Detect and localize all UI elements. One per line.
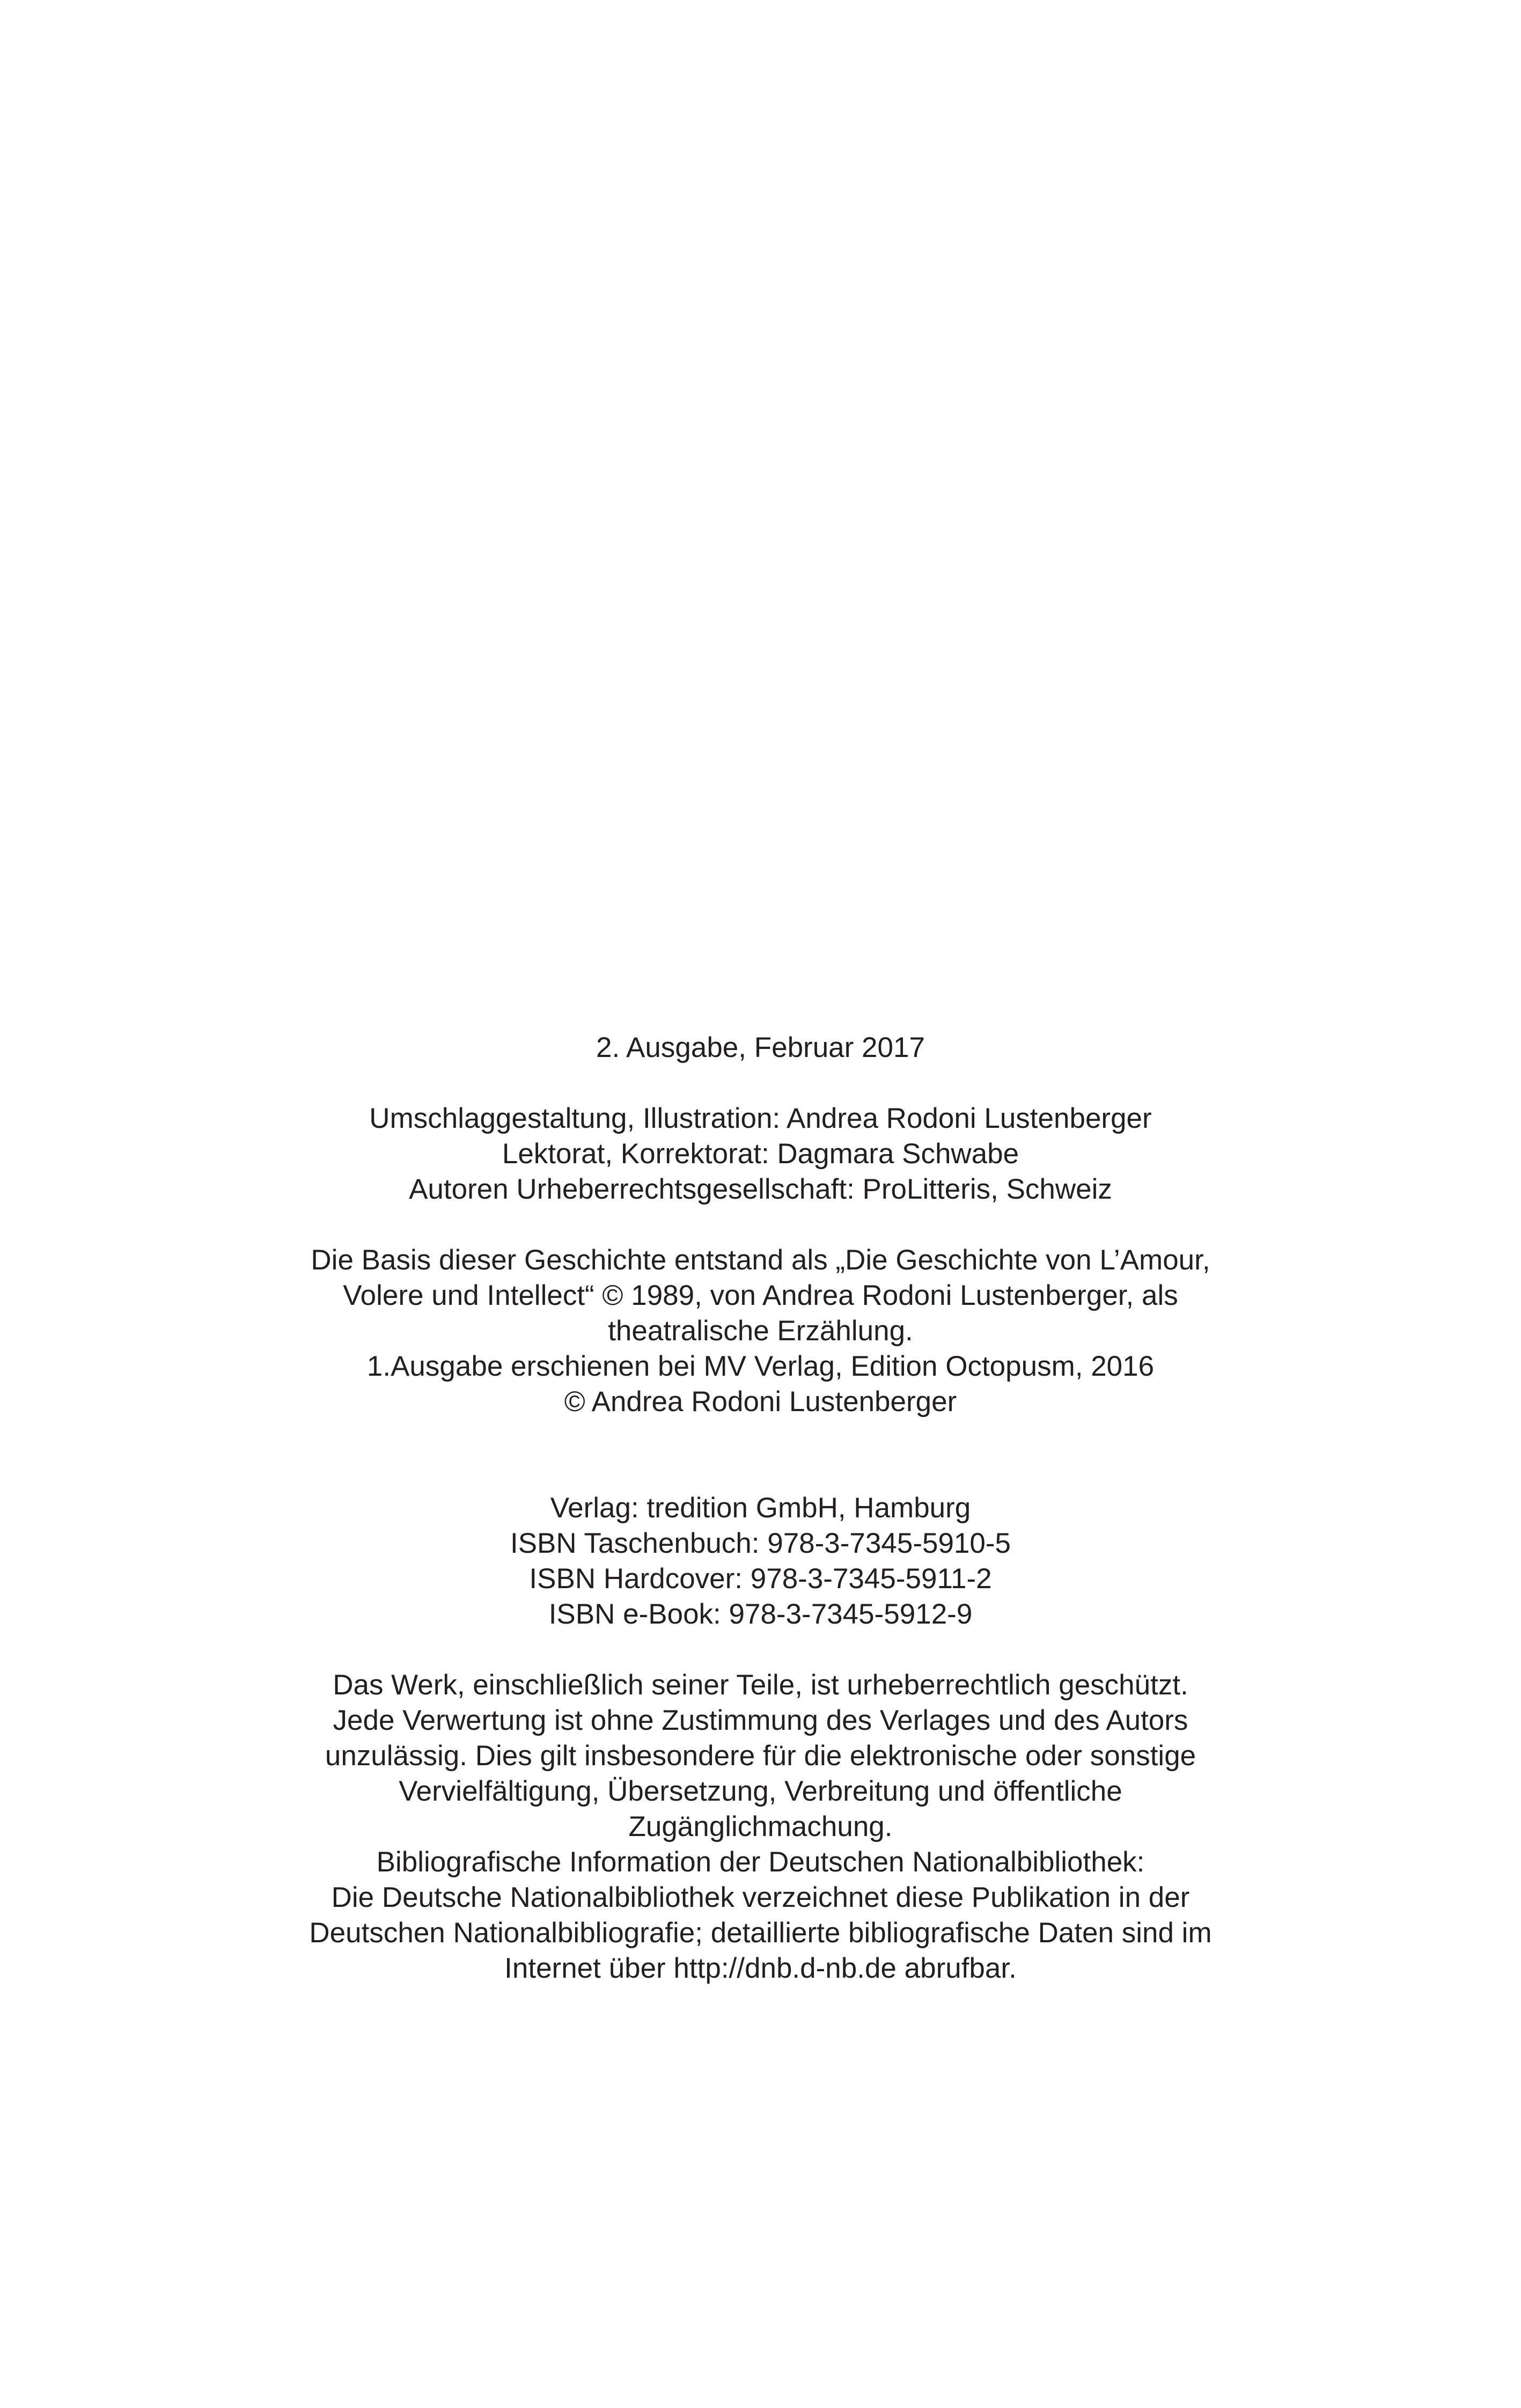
credits-block [0,1101,1521,1207]
publisher-line: Verlag: tredition GmbH, Hamburg [550,1492,971,1524]
history-line: Volere und Intellect“ © 1989, von Andrea Rodoni Lustenberger, als [343,1280,1178,1311]
isbn-ebook: ISBN e-Book: 978-3-7345-5912-9 [548,1598,973,1630]
history-block [0,1243,1521,1420]
dnb-url-line: Internet über http://dnb.d-nb.de abrufbar. [504,1952,1017,1984]
legal-line: Zugänglichmachung. [628,1811,893,1842]
publisher-block [0,1491,1521,1632]
isbn-paperback: ISBN Taschenbuch: 978-3-7345-5910-5 [510,1528,1011,1559]
credit-copyright-society: Autoren Urheberrechtsgesellschaft: ProLitteris, Schweiz [409,1173,1112,1205]
edition-line: 2. Ausgabe, Februar 2017 [596,1032,925,1063]
dnb-line: Deutschen Nationalbibliografie; detaillierte bibliografische Daten sind im [309,1917,1212,1949]
legal-line: Vervielfältigung, Übersetzung, Verbreitung und öffentliche [399,1775,1122,1807]
copyright-line: © Andrea Rodoni Lustenberger [564,1386,957,1418]
legal-line: Jede Verwertung ist ohne Zustimmung des Verlages und des Autors [333,1705,1188,1736]
legal-line: Das Werk, einschließlich seiner Teile, ist urheberrechtlich geschützt. [333,1669,1188,1701]
legal-line: unzulässig. Dies gilt insbesondere für die elektronische oder sonstige [325,1740,1196,1772]
history-line: Die Basis dieser Geschichte entstand als „Die Geschichte von L’Amour, [311,1244,1210,1276]
first-edition-line: 1.Ausgabe erschienen bei MV Verlag, Edition Octopusm, 2016 [366,1350,1155,1382]
dnb-heading: Bibliografische Information der Deutschen Nationalbibliothek: [376,1846,1145,1878]
isbn-hardcover: ISBN Hardcover: 978-3-7345-5911-2 [529,1563,992,1595]
dnb-line: Die Deutsche Nationalbibliothek verzeichnet diese Publikation in der [331,1882,1190,1913]
legal-block [0,1668,1521,1986]
credit-cover-design: Umschlaggestaltung, Illustration: Andrea Rodoni Lustenberger [369,1103,1152,1134]
history-line: theatralische Erzählung. [608,1315,913,1347]
credit-editing: Lektorat, Korrektorat: Dagmara Schwabe [502,1138,1019,1170]
imprint-page [0,1030,1521,1986]
edition-block [0,1030,1521,1066]
